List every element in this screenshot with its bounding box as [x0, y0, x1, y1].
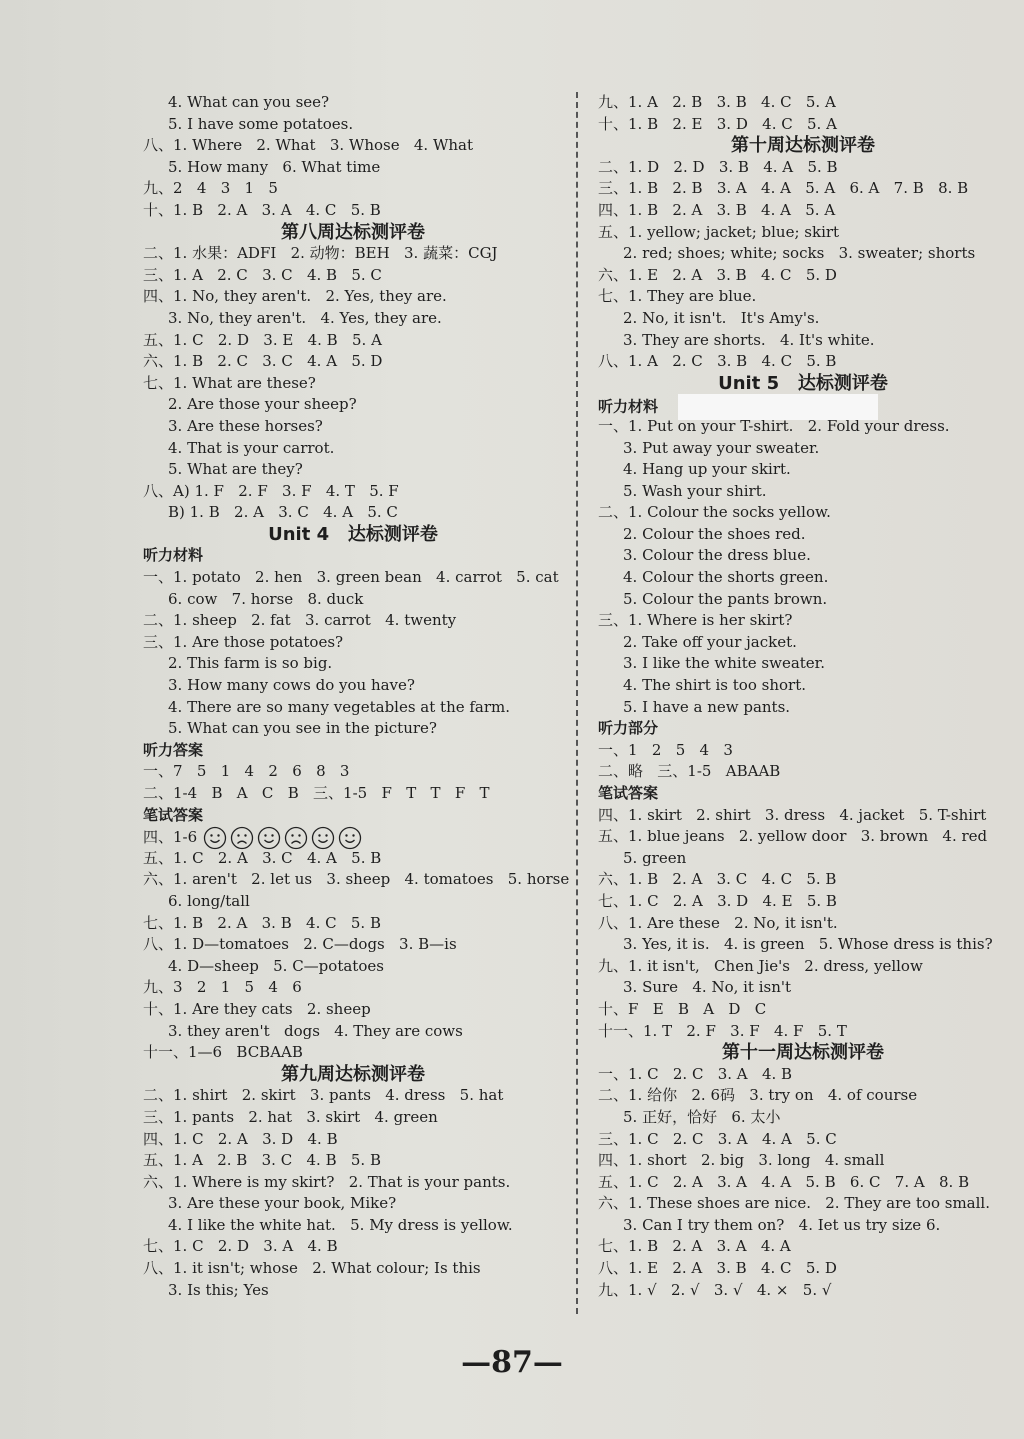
answer-line	[598, 1215, 1008, 1237]
answer-line	[143, 502, 563, 524]
answer-line	[598, 934, 1008, 956]
answer-text: 4. Colour the shorts green.	[623, 568, 829, 587]
answer-text: 一、7 5 1 4 2 6 8 3	[143, 762, 350, 781]
answer-line	[143, 567, 563, 589]
answer-line	[143, 243, 563, 265]
answer-text: 六、1. B 2. A 3. C 4. C 5. B	[598, 870, 837, 889]
answer-text: 2. Are those your sheep?	[168, 395, 357, 414]
answer-text: 4. Hang up your skirt.	[623, 460, 791, 479]
answer-text: 四、1. C 2. A 3. D 4. B	[143, 1129, 338, 1148]
answer-line	[143, 1280, 563, 1302]
answer-text: 2. Take off your jacket.	[623, 632, 797, 651]
answer-text: 2. Colour the shoes red.	[623, 524, 806, 543]
answer-text: 四、1-6	[143, 828, 198, 847]
answer-line	[143, 1042, 563, 1064]
answer-line	[598, 438, 1008, 460]
answer-line	[598, 92, 1008, 114]
answer-text: 八、1. E 2. A 3. B 4. C 5. D	[598, 1259, 837, 1278]
answer-text: 4. There are so many vegetables at the farm.	[168, 697, 511, 716]
answer-line	[598, 632, 1008, 654]
answer-line	[598, 1107, 1008, 1129]
answer-text: 九、1. √ 2. √ 3. √ 4. × 5. √	[598, 1280, 832, 1299]
answer-line	[598, 416, 1008, 438]
answer-text: 2. red; shoes; white; socks 3. sweater; shorts	[623, 244, 976, 263]
answer-line	[143, 1021, 563, 1043]
answer-text: 三、1. A 2. C 3. C 4. B 5. C	[143, 265, 382, 284]
answer-text: 4. I like the white hat. 5. My dress is yellow.	[168, 1215, 513, 1234]
happy-face-icon	[203, 826, 227, 850]
answer-line	[143, 416, 563, 438]
answer-text: 笔试答案	[598, 784, 659, 802]
answer-text: B) 1. B 2. A 3. C 4. A 5. C	[168, 503, 398, 522]
answer-line	[143, 697, 563, 719]
answer-text: 听力材料	[598, 397, 659, 416]
answer-line	[143, 589, 563, 611]
answer-line	[143, 826, 563, 848]
answer-text: 六、1. aren't 2. let us 3. sheep 4. tomatoes 5. horse	[143, 870, 570, 889]
answer-text: 笔试答案	[143, 805, 204, 824]
answer-text: 4. The shirt is too short.	[623, 676, 806, 695]
answer-line	[143, 913, 563, 935]
answer-text: 5. I have some potatoes.	[168, 114, 354, 133]
page-number: —87—	[461, 1345, 563, 1380]
answer-line	[598, 114, 1008, 136]
answer-line	[598, 265, 1008, 287]
answer-line	[598, 502, 1008, 524]
answer-line	[143, 459, 563, 481]
answer-text: 一、1. C 2. C 3. A 4. B	[598, 1064, 793, 1083]
answer-text: 九、3 2 1 5 4 6	[143, 978, 302, 997]
answer-text: 2. No, it isn't. It's Amy's.	[623, 308, 820, 327]
section-heading	[143, 1064, 563, 1086]
answer-line	[143, 330, 563, 352]
answer-text: 十、1. Are they cats 2. sheep	[143, 999, 371, 1018]
answer-line	[143, 114, 563, 136]
answer-text: 七、1. What are these?	[143, 373, 316, 392]
answer-line	[598, 545, 1008, 567]
answer-text: 七、1. B 2. A 3. B 4. C 5. B	[143, 913, 381, 932]
answer-line	[143, 632, 563, 654]
answer-text: 6. long/tall	[168, 891, 250, 910]
answer-line	[143, 718, 563, 740]
left-column	[143, 92, 570, 1301]
answer-line	[598, 1236, 1008, 1258]
answer-line	[143, 1172, 563, 1194]
answer-line	[143, 869, 570, 891]
answer-text: 3. No, they aren't. 4. Yes, they are.	[168, 308, 442, 327]
face-icons	[203, 826, 365, 850]
answer-line	[143, 783, 563, 805]
answer-text: 5. What are they?	[168, 460, 303, 479]
column-divider	[576, 92, 578, 1314]
answer-line	[598, 1064, 1008, 1086]
answer-text: 一、1 2 5 4 3	[598, 740, 733, 759]
answer-text: 3. Are these horses?	[168, 416, 323, 435]
answer-text: 5. How many 6. What time	[168, 157, 381, 176]
answer-line	[598, 243, 1008, 265]
answer-text: 听力材料	[143, 546, 204, 565]
subsection-label	[143, 545, 563, 567]
answer-line	[598, 740, 1008, 762]
answer-text: 五、1. C 2. A 3. A 4. A 5. B 6. C 7. A 8. B	[598, 1172, 970, 1191]
answer-text: 十、F E B A D C	[598, 999, 767, 1018]
section-heading	[598, 1042, 1008, 1064]
answer-line	[143, 1215, 563, 1237]
answer-text: 五、1. yellow; jacket; blue; skirt	[598, 222, 840, 241]
answer-line	[143, 286, 563, 308]
answer-line	[143, 848, 563, 870]
answer-text: 4. That is your carrot.	[168, 438, 335, 457]
answer-line	[598, 848, 1008, 870]
answer-line	[143, 1085, 563, 1107]
answer-text: 三、1. Where is her skirt?	[598, 611, 793, 630]
sad-face-icon	[230, 826, 254, 850]
answer-text: 3. they aren't dogs 4. They are cows	[168, 1021, 463, 1040]
answer-line	[598, 481, 1008, 503]
answer-line	[143, 373, 563, 395]
answer-text: 六、1. These shoes are nice. 2. They are too small.	[598, 1194, 990, 1213]
answer-text: 听力部分	[598, 719, 659, 738]
section-heading	[143, 524, 563, 546]
answer-text: 5. 正好，恰好 6. 太小	[623, 1107, 781, 1126]
answer-text: 3. Put away your sweater.	[623, 438, 820, 457]
answer-text: 4. D—sheep 5. C—potatoes	[168, 956, 384, 975]
answer-text: 五、1. C 2. D 3. E 4. B 5. A	[143, 330, 382, 349]
happy-face-icon	[257, 826, 281, 850]
answer-text: 七、1. C 2. D 3. A 4. B	[143, 1237, 338, 1256]
answer-line	[143, 394, 563, 416]
answer-line	[598, 1150, 1008, 1172]
answer-text: 第十一周达标测评卷	[722, 1042, 884, 1064]
answer-line	[143, 977, 563, 999]
answer-line	[598, 761, 1008, 783]
answer-line	[598, 826, 1008, 848]
answer-line	[598, 222, 1008, 244]
answer-line	[143, 1107, 563, 1129]
answer-text: 3. Can I try them on? 4. Iet us try size 6.	[623, 1215, 941, 1234]
answer-text: 五、1. blue jeans 2. yellow door 3. brown 4. red	[598, 827, 988, 846]
answer-line	[598, 286, 1008, 308]
answer-line	[143, 178, 563, 200]
answer-text: 3. Colour the dress blue.	[623, 546, 811, 565]
answer-text: Unit 5 达标测评卷	[718, 372, 888, 394]
answer-line	[598, 697, 1008, 719]
answer-line	[143, 351, 563, 373]
answer-line	[143, 1129, 563, 1151]
answer-text: 八、A) 1. F 2. F 3. F 4. T 5. F	[143, 481, 399, 500]
answer-line	[143, 1258, 563, 1280]
answer-text: 十一、1—6 BCBAAB	[143, 1043, 303, 1062]
answer-line	[598, 567, 1008, 589]
answer-text: 5. Colour the pants brown.	[623, 589, 828, 608]
answer-text: 三、1. Are those potatoes?	[143, 632, 344, 651]
answer-line	[598, 157, 1008, 179]
answer-line	[598, 524, 1008, 546]
answer-line	[598, 805, 1008, 827]
answer-text: 二、1. 给你 2. 6码 3. try on 4. of course	[598, 1086, 918, 1105]
answer-line	[143, 200, 563, 222]
answer-line	[143, 934, 563, 956]
answer-text: 5. What can you see in the picture?	[168, 719, 437, 738]
answer-line	[143, 135, 563, 157]
answer-line	[598, 200, 1008, 222]
answer-line	[598, 869, 1008, 891]
answer-line	[598, 913, 1008, 935]
answer-line	[143, 675, 563, 697]
answer-line	[143, 265, 563, 287]
answer-line	[143, 308, 563, 330]
answer-text: 3. I like the white sweater.	[623, 654, 825, 673]
answer-text: 四、1. B 2. A 3. B 4. A 5. A	[598, 200, 836, 219]
answer-line	[598, 653, 1008, 675]
answer-text: 第九周达标测评卷	[281, 1063, 425, 1085]
sad-face-icon	[284, 826, 308, 850]
answer-text: 二、1. Colour the socks yellow.	[598, 503, 831, 522]
subsection-label	[598, 783, 1008, 805]
answer-text: 十、1. B 2. A 3. A 4. C 5. B	[143, 200, 381, 219]
answer-text: 九、1. A 2. B 3. B 4. C 5. A	[598, 93, 836, 111]
answer-text: 八、1. A 2. C 3. B 4. C 5. B	[598, 352, 837, 371]
answer-line	[598, 1280, 1008, 1302]
answer-text: 第十周达标测评卷	[731, 135, 875, 157]
right-column	[598, 92, 1008, 1301]
answer-line	[143, 999, 563, 1021]
answer-line	[143, 1193, 563, 1215]
answer-text: 五、1. A 2. B 3. C 4. B 5. B	[143, 1151, 381, 1170]
happy-face-icon	[311, 826, 335, 850]
section-heading	[598, 373, 1008, 395]
answer-line	[598, 351, 1008, 373]
answer-text: 3. Are these your book, Mike?	[168, 1194, 397, 1213]
subsection-label	[598, 718, 1008, 740]
answer-text: 一、1. potato 2. hen 3. green bean 4. carrot 5. cat	[143, 568, 559, 587]
answer-text: 三、1. C 2. C 3. A 4. A 5. C	[598, 1129, 837, 1148]
answer-text: 4. What can you see?	[168, 93, 330, 111]
section-heading	[143, 222, 563, 244]
answer-line	[143, 438, 563, 460]
answer-text: 七、1. C 2. A 3. D 4. E 5. B	[598, 891, 837, 910]
answer-text: 十、1. B 2. E 3. D 4. C 5. A	[598, 114, 837, 133]
answer-text: 七、1. They are blue.	[598, 287, 757, 306]
answer-text: 3. Is this; Yes	[168, 1280, 269, 1299]
answer-line	[143, 1236, 563, 1258]
answer-text: 3. How many cows do you have?	[168, 676, 415, 695]
answer-text: 二、1. D 2. D 3. B 4. A 5. B	[598, 157, 838, 176]
answer-text: 二、1. 水果：ADFI 2. 动物：BEH 3. 蔬菜：CGJ	[143, 244, 498, 263]
subsection-label	[598, 394, 1008, 416]
answer-line	[143, 610, 563, 632]
answer-line	[143, 481, 563, 503]
answer-text: 五、1. C 2. A 3. C 4. A 5. B	[143, 848, 382, 867]
answer-text: 3. Yes, it is. 4. is green 5. Whose dress is this?	[623, 935, 993, 954]
answer-line	[598, 956, 1008, 978]
answer-text: 八、1. D—tomatoes 2. C—dogs 3. B—is	[143, 935, 457, 954]
answer-text: 3. They are shorts. 4. It's white.	[623, 330, 875, 349]
answer-text: 5. green	[623, 848, 687, 867]
answer-line	[598, 1129, 1008, 1151]
answer-text: 第八周达标测评卷	[281, 221, 425, 243]
answer-text: 六、1. Where is my skirt? 2. That is your pants.	[143, 1172, 511, 1191]
answer-line	[598, 891, 1008, 913]
answer-text: 九、2 4 3 1 5	[143, 179, 278, 198]
answer-line	[143, 891, 563, 913]
answer-text: 2. This farm is so big.	[168, 654, 333, 673]
answer-line	[598, 1172, 1008, 1194]
answer-line	[143, 92, 563, 114]
section-heading	[598, 135, 1008, 157]
answer-line	[598, 675, 1008, 697]
answer-line	[598, 977, 1008, 999]
answer-line	[598, 178, 1008, 200]
answer-line	[143, 157, 563, 179]
answer-text: 6. cow 7. horse 8. duck	[168, 589, 364, 608]
answer-text: 十一、1. T 2. F 3. F 4. F 5. T	[598, 1021, 847, 1040]
answer-text: 八、1. it isn't; whose 2. What colour; Is this	[143, 1259, 481, 1278]
answer-text: 六、1. E 2. A 3. B 4. C 5. D	[598, 265, 837, 284]
answer-line	[143, 1150, 563, 1172]
answer-line	[143, 956, 563, 978]
subsection-label	[143, 740, 563, 762]
answer-line	[598, 1021, 1008, 1043]
answer-line	[598, 1193, 1008, 1215]
answer-line	[598, 589, 1008, 611]
answer-line	[598, 330, 1008, 352]
answer-line	[598, 999, 1008, 1021]
answer-line	[598, 459, 1008, 481]
answer-line	[598, 1258, 1008, 1280]
answer-text: 5. I have a new pants.	[623, 697, 791, 716]
answer-text: 四、1. short 2. big 3. long 4. small	[598, 1151, 885, 1170]
subsection-label	[143, 805, 563, 827]
answer-text: 六、1. B 2. C 3. C 4. A 5. D	[143, 352, 383, 371]
answer-text: 八、1. Where 2. What 3. Whose 4. What	[143, 136, 474, 155]
happy-face-icon	[338, 826, 362, 850]
answer-text: 九、1. it isn't, Chen Jie's 2. dress, yellow	[598, 956, 923, 975]
answer-line	[598, 610, 1008, 632]
answer-text: 5. Wash your shirt.	[623, 481, 767, 500]
answer-text: 3. Sure 4. No, it isn't	[623, 978, 792, 997]
answer-text: 二、1-4 B A C B 三、1-5 F T T F T	[143, 784, 490, 802]
answer-text: 二、1. shirt 2. skirt 3. pants 4. dress 5. hat	[143, 1086, 504, 1105]
answer-text: 四、1. No, they aren't. 2. Yes, they are.	[143, 287, 447, 306]
answer-text: 八、1. Are these 2. No, it isn't.	[598, 913, 838, 932]
answer-text: 一、1. Put on your T-shirt. 2. Fold your dress.	[598, 416, 950, 435]
answer-text: 二、略 三、1-5 ABAAB	[598, 762, 781, 781]
answer-text: 四、1. skirt 2. shirt 3. dress 4. jacket 5. T-shirt	[598, 805, 987, 824]
answer-line	[143, 761, 563, 783]
answer-text: 听力答案	[143, 740, 204, 759]
answer-line	[143, 653, 563, 675]
answer-line	[598, 1085, 1008, 1107]
answer-text: 三、1. B 2. B 3. A 4. A 5. A 6. A 7. B 8. B	[598, 179, 969, 198]
answer-text: 三、1. pants 2. hat 3. skirt 4. green	[143, 1107, 438, 1126]
answer-line	[598, 308, 1008, 330]
answer-text: 二、1. sheep 2. fat 3. carrot 4. twenty	[143, 611, 457, 630]
answer-text: 七、1. B 2. A 3. A 4. A	[598, 1237, 791, 1256]
answer-text: Unit 4 达标测评卷	[268, 523, 438, 545]
